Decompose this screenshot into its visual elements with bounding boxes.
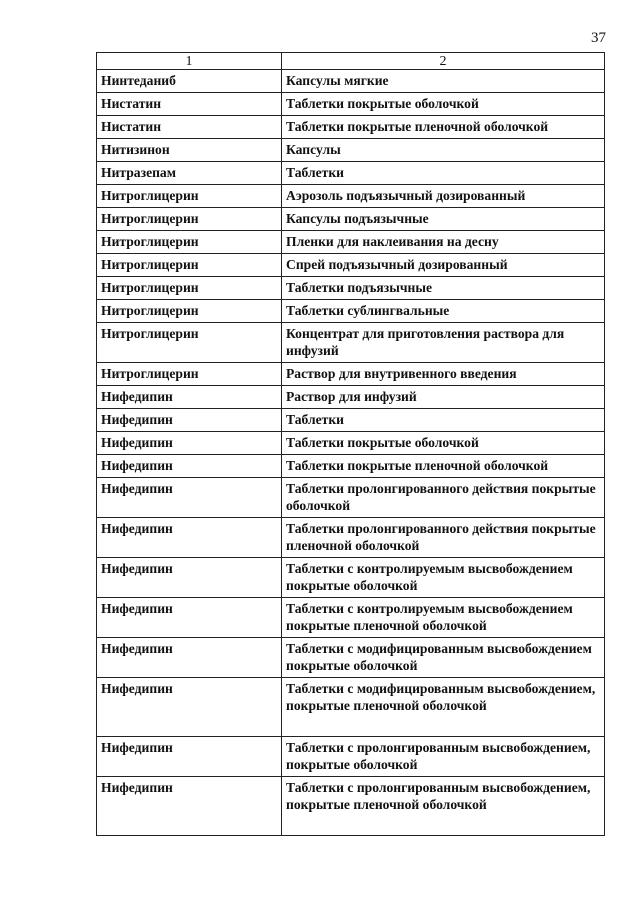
table-row xyxy=(97,638,605,678)
dosage-form-cell: Капсулы подъязычные xyxy=(282,208,605,231)
table-header-row xyxy=(97,53,605,70)
dosage-form-cell: Таблетки с пролонгированным высвобождением, покрытые оболочкой xyxy=(282,737,605,777)
dosage-form-cell: Капсулы xyxy=(282,139,605,162)
table-row xyxy=(97,208,605,231)
drug-name-cell: Нитроглицерин xyxy=(97,231,282,254)
table-row xyxy=(97,455,605,478)
dosage-form-cell: Спрей подъязычный дозированный xyxy=(282,254,605,277)
drug-name-cell: Нифедипин xyxy=(97,518,282,558)
table-row xyxy=(97,363,605,386)
table-row xyxy=(97,139,605,162)
table-row xyxy=(97,185,605,208)
table-row xyxy=(97,116,605,139)
drug-name-cell: Нифедипин xyxy=(97,386,282,409)
drug-name-cell: Нитроглицерин xyxy=(97,208,282,231)
drug-name-cell: Нитроглицерин xyxy=(97,254,282,277)
table-row xyxy=(97,254,605,277)
drug-name-cell: Нитразепам xyxy=(97,162,282,185)
table-row xyxy=(97,432,605,455)
drug-name-cell: Нифедипин xyxy=(97,478,282,518)
dosage-form-cell: Таблетки покрытые пленочной оболочкой xyxy=(282,455,605,478)
table-row xyxy=(97,777,605,836)
table-row xyxy=(97,70,605,93)
column-header-1: 1 xyxy=(97,53,282,70)
table-row xyxy=(97,598,605,638)
drug-name-cell: Нифедипин xyxy=(97,678,282,737)
table-row xyxy=(97,93,605,116)
dosage-form-cell: Таблетки xyxy=(282,409,605,432)
dosage-form-cell: Концентрат для приготовления раствора для инфузий xyxy=(282,323,605,363)
table-row xyxy=(97,300,605,323)
dosage-form-cell: Таблетки с модифицированным высвобождением покрытые оболочкой xyxy=(282,638,605,678)
drug-name-cell: Нитроглицерин xyxy=(97,277,282,300)
drug-forms-table xyxy=(96,52,605,836)
table-row xyxy=(97,518,605,558)
dosage-form-cell: Раствор для инфузий xyxy=(282,386,605,409)
table-row xyxy=(97,678,605,737)
drug-name-cell: Нифедипин xyxy=(97,777,282,836)
drug-name-cell: Нитроглицерин xyxy=(97,300,282,323)
drug-name-cell: Нифедипин xyxy=(97,558,282,598)
dosage-form-cell: Аэрозоль подъязычный дозированный xyxy=(282,185,605,208)
drug-name-cell: Нитроглицерин xyxy=(97,363,282,386)
table-row xyxy=(97,386,605,409)
table-row xyxy=(97,737,605,777)
drug-name-cell: Нитроглицерин xyxy=(97,185,282,208)
drug-name-cell: Нинтеданиб xyxy=(97,70,282,93)
table-row xyxy=(97,231,605,254)
drug-name-cell: Нистатин xyxy=(97,93,282,116)
dosage-form-cell: Таблетки покрытые оболочкой xyxy=(282,93,605,116)
drug-name-cell: Нифедипин xyxy=(97,455,282,478)
table-row xyxy=(97,409,605,432)
table-row xyxy=(97,277,605,300)
dosage-form-cell: Таблетки с модифицированным высвобождением, покрытые пленочной оболочкой xyxy=(282,678,605,737)
dosage-form-cell: Таблетки с контролируемым высвобождением покрытые пленочной оболочкой xyxy=(282,598,605,638)
drug-name-cell: Нитроглицерин xyxy=(97,323,282,363)
drug-name-cell: Нифедипин xyxy=(97,638,282,678)
dosage-form-cell: Таблетки пролонгированного действия покрытые пленочной оболочкой xyxy=(282,518,605,558)
dosage-form-cell: Таблетки с пролонгированным высвобождением, покрытые пленочной оболочкой xyxy=(282,777,605,836)
drug-name-cell: Нифедипин xyxy=(97,598,282,638)
dosage-form-cell: Таблетки с контролируемым высвобождением покрытые оболочкой xyxy=(282,558,605,598)
dosage-form-cell: Таблетки пролонгированного действия покрытые оболочкой xyxy=(282,478,605,518)
dosage-form-cell: Пленки для наклеивания на десну xyxy=(282,231,605,254)
table-row xyxy=(97,162,605,185)
dosage-form-cell: Раствор для внутривенного введения xyxy=(282,363,605,386)
drug-name-cell: Нитизинон xyxy=(97,139,282,162)
column-header-2: 2 xyxy=(282,53,605,70)
dosage-form-cell: Таблетки покрытые пленочной оболочкой xyxy=(282,116,605,139)
table-row xyxy=(97,478,605,518)
drug-name-cell: Нифедипин xyxy=(97,737,282,777)
table-row xyxy=(97,323,605,363)
dosage-form-cell: Таблетки xyxy=(282,162,605,185)
dosage-form-cell: Таблетки сублингвальные xyxy=(282,300,605,323)
dosage-form-cell: Таблетки покрытые оболочкой xyxy=(282,432,605,455)
page-number: 37 xyxy=(591,30,606,46)
table-row xyxy=(97,558,605,598)
dosage-form-cell: Таблетки подъязычные xyxy=(282,277,605,300)
drug-name-cell: Нистатин xyxy=(97,116,282,139)
drug-name-cell: Нифедипин xyxy=(97,409,282,432)
drug-name-cell: Нифедипин xyxy=(97,432,282,455)
dosage-form-cell: Капсулы мягкие xyxy=(282,70,605,93)
